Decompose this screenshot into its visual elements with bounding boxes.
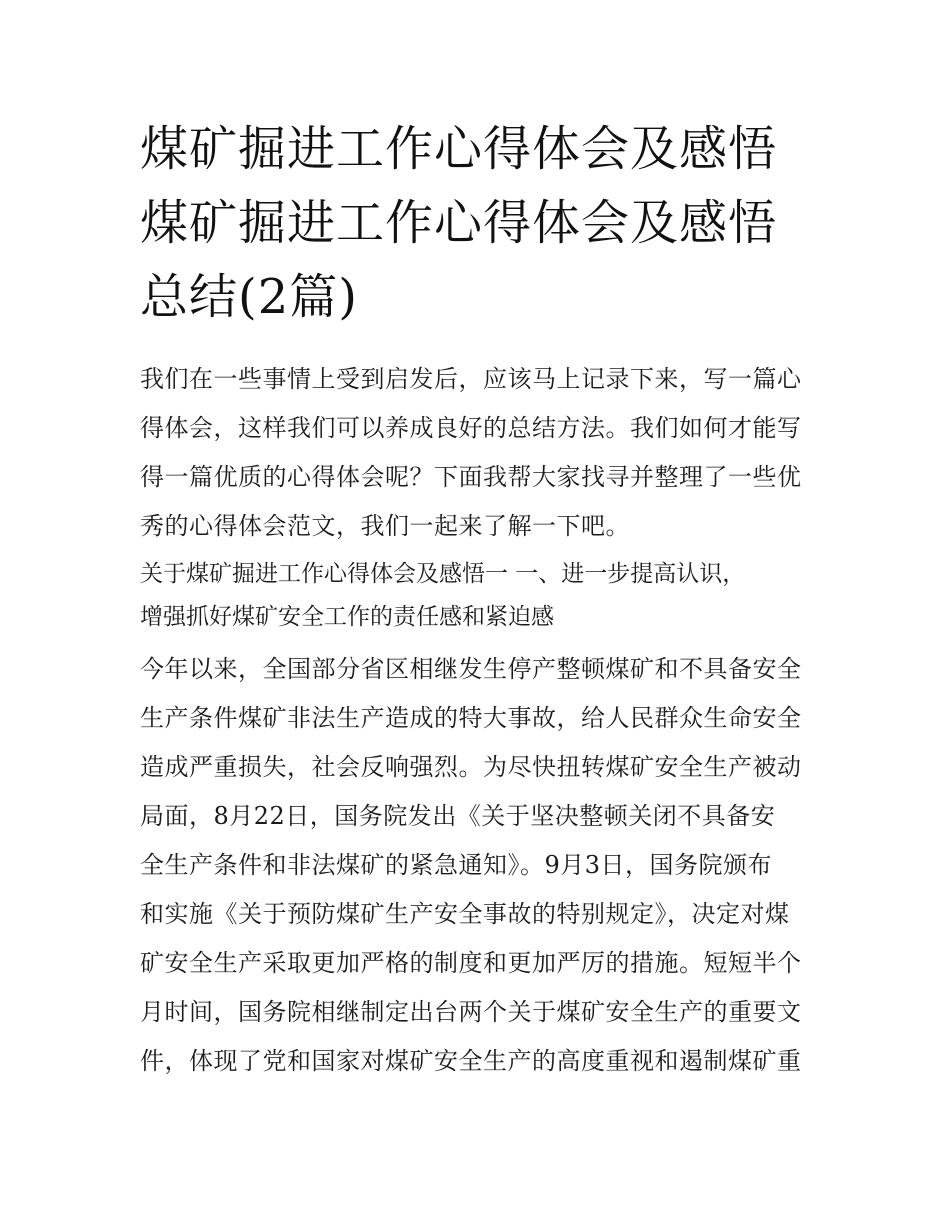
text-line: 生产条件煤矿非法生产造成的特大事故，给人民群众生命安全 — [140, 704, 802, 732]
text-line: 得一篇优质的心得体会呢？下面我帮大家找寻并整理了一些优 — [140, 463, 802, 491]
text-line: 今年以来，全国部分省区相继发生停产整顿煤矿和不具备安全 — [140, 655, 802, 683]
text-line: 和实施《关于预防煤矿生产安全事故的特别规定》，决定对煤 — [140, 900, 790, 928]
title-line: 总结(2篇) — [140, 269, 358, 325]
body-paragraph — [140, 645, 820, 1086]
text-line: 月时间，国务院相继制定出台两个关于煤矿安全生产的重要文 — [140, 998, 802, 1026]
text-line: 增强抓好煤矿安全工作的责任感和紧迫感 — [140, 604, 554, 630]
title-line: 煤矿掘进工作心得体会及感悟 — [140, 121, 778, 177]
document-title — [140, 112, 830, 334]
text-line: 秀的心得体会范文，我们一起来了解一下吧。 — [140, 512, 630, 540]
text-line: 我们在一些事情上受到启发后，应该马上记录下来，写一篇心 — [140, 365, 802, 393]
text-line: 造成严重损失，社会反响强烈。为尽快扭转煤矿安全生产被动 — [140, 753, 802, 781]
intro-paragraph — [140, 355, 820, 551]
title-line: 煤矿掘进工作心得体会及感悟 — [140, 195, 778, 251]
text-line: 得体会，这样我们可以养成良好的总结方法。我们如何才能写 — [140, 414, 802, 442]
text-line: 全生产条件和非法煤矿的紧急通知》。9月3日，国务院颁布 — [140, 851, 773, 879]
text-line: 关于煤矿掘进工作心得体会及感悟一 一、进一步提高认识， — [140, 561, 746, 587]
section-heading — [140, 553, 820, 639]
text-line: 矿安全生产采取更加严格的制度和更加严厉的措施。短短半个 — [140, 949, 802, 977]
document-body — [140, 355, 820, 1086]
text-line: 件，体现了党和国家对煤矿安全生产的高度重视和遏制煤矿重 — [140, 1047, 802, 1075]
text-line: 局面，8月22日，国务院发出《关于坚决整顿关闭不具备安 — [140, 802, 776, 830]
